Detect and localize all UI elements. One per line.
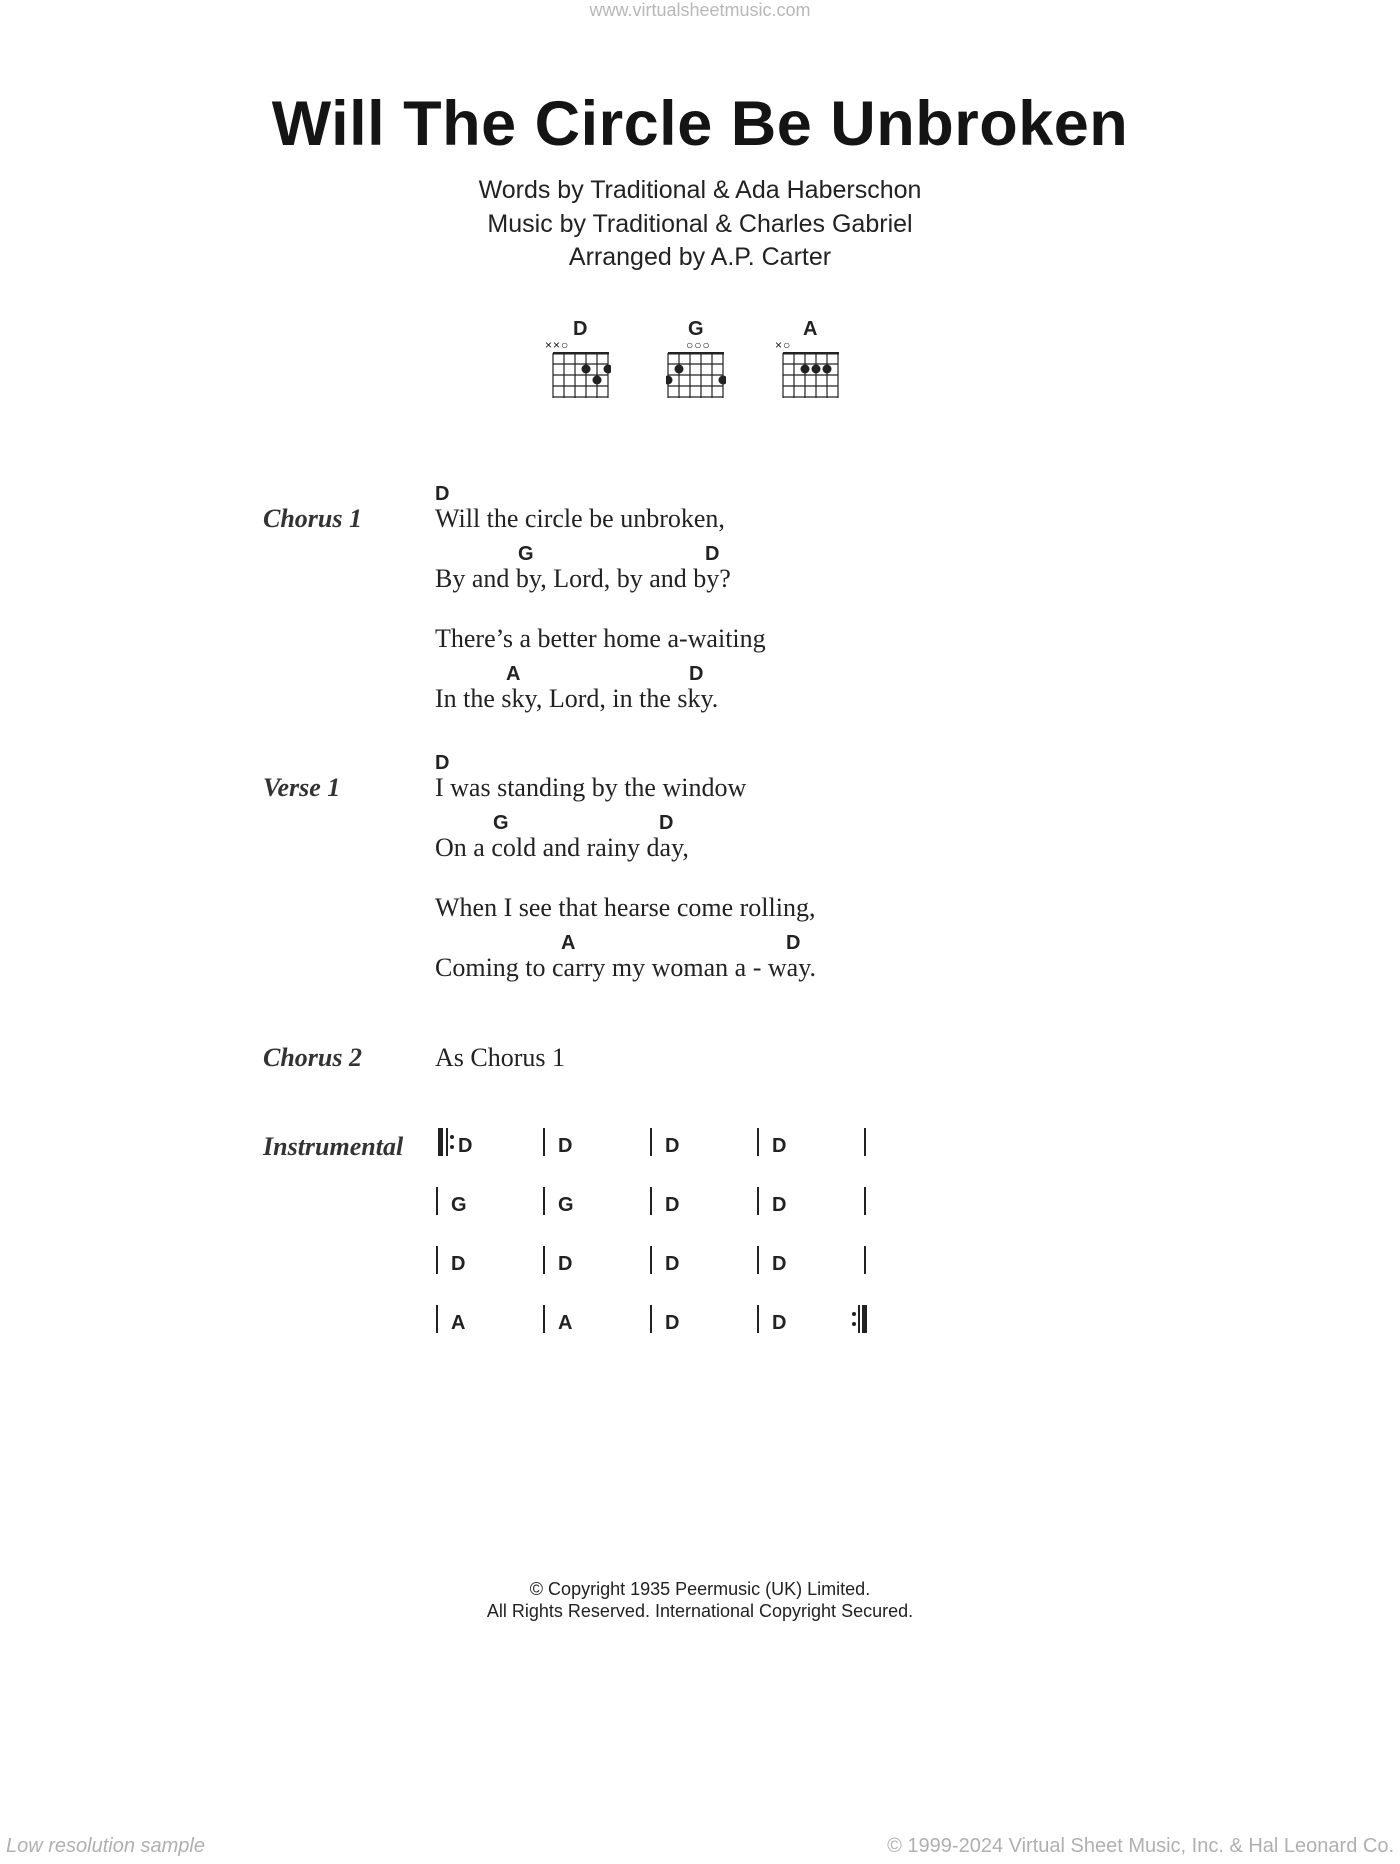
bar-chord: D (451, 1253, 466, 1275)
bar-chord: D (772, 1253, 787, 1275)
bar-line (436, 1305, 438, 1333)
bar-line (543, 1128, 545, 1156)
lyric-line: By and by, Lord, by and by? (435, 564, 731, 593)
section-label-chorus-1: Chorus 1 (263, 504, 362, 533)
credit-words: Words by Traditional & Ada Haberschon (478, 176, 922, 204)
bar-line (864, 1187, 866, 1215)
bar-chord: D (665, 1194, 680, 1216)
bar-line (757, 1246, 759, 1274)
repeat-end-thin-bar (858, 1305, 860, 1333)
fretboard-g-icon (666, 352, 726, 400)
bar-chord: D (665, 1253, 680, 1275)
bar-chord: D (665, 1135, 680, 1157)
bar-line (650, 1128, 652, 1156)
bar-line (543, 1246, 545, 1274)
lyric-line: Will the circle be unbroken, (435, 504, 725, 533)
bar-line (543, 1187, 545, 1215)
chord-above-lyric: D (689, 663, 704, 685)
bar-line (864, 1128, 866, 1156)
repeat-dot (450, 1135, 454, 1139)
bar-chord: G (451, 1194, 467, 1216)
bar-chord: D (772, 1135, 787, 1157)
section-label-instrumental: Instrumental (263, 1132, 404, 1161)
chord-above-lyric: D (786, 932, 801, 954)
repeat-start-thick-bar (438, 1128, 443, 1156)
lyric-line: On a cold and rainy day, (435, 833, 689, 862)
repeat-start-thin-bar (446, 1128, 448, 1156)
bar-chord: D (558, 1135, 573, 1157)
publisher-watermark: © 1999-2024 Virtual Sheet Music, Inc. & Hal Leonard Co. (887, 1835, 1394, 1857)
site-watermark: www.virtualsheetmusic.com (589, 0, 811, 20)
lyric-line: In the sky, Lord, in the sky. (435, 684, 719, 713)
bar-chord: A (451, 1312, 466, 1334)
bar-chord: D (772, 1194, 787, 1216)
repeat-dot (852, 1322, 856, 1326)
lyric-line: Coming to carry my woman a - way. (435, 953, 816, 982)
bar-line (543, 1305, 545, 1333)
bar-line (436, 1246, 438, 1274)
repeat-dot (450, 1145, 454, 1149)
copyright-line-2: All Rights Reserved. International Copyright Secured. (486, 1601, 914, 1621)
repeat-end-thick-bar (862, 1305, 867, 1333)
chord-diagram-d-markers: ××○ (545, 338, 570, 352)
chorus-2-reference: As Chorus 1 (435, 1043, 566, 1072)
chord-above-lyric: D (435, 752, 450, 774)
bar-chord: D (772, 1312, 787, 1334)
bar-chord: D (558, 1253, 573, 1275)
bar-line (757, 1128, 759, 1156)
bar-chord: A (558, 1312, 573, 1334)
credit-arranged: Arranged by A.P. Carter (568, 243, 832, 271)
chord-above-lyric: D (659, 812, 674, 834)
chord-above-lyric: D (435, 483, 450, 505)
repeat-dot (852, 1312, 856, 1316)
chord-diagram-d-name: D (573, 318, 588, 340)
chord-diagram-g-name: G (688, 318, 704, 340)
low-resolution-watermark: Low resolution sample (6, 1835, 205, 1857)
chord-above-lyric: G (518, 543, 534, 565)
bar-line (650, 1187, 652, 1215)
bar-line (436, 1187, 438, 1215)
credit-music: Music by Traditional & Charles Gabriel (487, 210, 913, 238)
section-label-verse-1: Verse 1 (263, 773, 341, 802)
chord-above-lyric: D (705, 543, 720, 565)
chord-diagram-a-markers: ×○ (775, 338, 792, 352)
chord-above-lyric: G (493, 812, 509, 834)
bar-line (650, 1246, 652, 1274)
chord-diagram-a-name: A (803, 318, 818, 340)
chord-above-lyric: A (561, 932, 576, 954)
lyric-line: There’s a better home a-waiting (435, 624, 766, 653)
lyric-line: I was standing by the window (435, 773, 747, 802)
bar-chord: D (665, 1312, 680, 1334)
lyric-line: When I see that hearse come rolling, (435, 893, 816, 922)
bar-chord: G (558, 1194, 574, 1216)
chord-above-lyric: A (506, 663, 521, 685)
chord-diagram-g-markers: ○○○ (686, 338, 711, 352)
section-label-chorus-2: Chorus 2 (263, 1043, 362, 1072)
fretboard-d-icon (551, 352, 611, 400)
bar-chord: D (458, 1135, 473, 1157)
song-title: Will The Circle Be Unbroken (271, 89, 1129, 159)
bar-line (650, 1305, 652, 1333)
bar-line (757, 1187, 759, 1215)
bar-line (757, 1305, 759, 1333)
bar-line (864, 1246, 866, 1274)
copyright-line-1: © Copyright 1935 Peermusic (UK) Limited. (529, 1579, 871, 1599)
fretboard-a-icon (781, 352, 841, 400)
